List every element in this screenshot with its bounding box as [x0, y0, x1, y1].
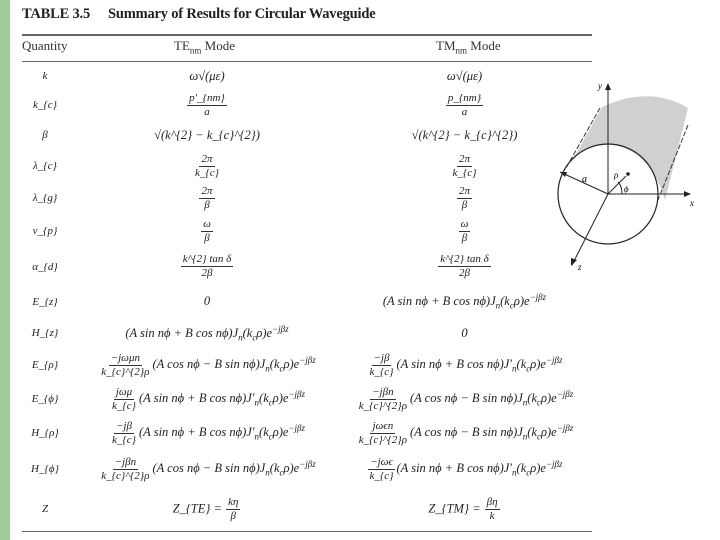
fraction: [459, 218, 471, 245]
numerator: −jωμn: [110, 351, 140, 364]
fraction: [199, 185, 214, 212]
fraction: [99, 456, 151, 483]
numerator: 2π: [458, 152, 470, 165]
table-row: [22, 318, 592, 348]
te-cell: [72, 386, 342, 413]
denominator: k_{c}: [369, 469, 394, 482]
figure-label-y: y: [598, 81, 602, 91]
table-row: [22, 285, 592, 318]
te-cell: [72, 218, 342, 245]
fraction: [187, 92, 227, 119]
denominator: k_{c}: [111, 399, 137, 412]
header-tm-mode: $TM_{nm}$ Mode: [436, 38, 501, 56]
te-expression: [98, 456, 316, 483]
table-row: [22, 90, 592, 120]
cell-expression: (A sin nϕ + B $\cos n\phi)J'_n(k_c\rho)e^{-j\beta z}$: [396, 458, 563, 478]
te-expression: [125, 323, 289, 342]
te-expression: [200, 218, 214, 245]
table-row: [22, 382, 592, 416]
cell-expression: (A cos nϕ − B $\sin n\phi)J_n(k_c\rho)e^{-j\beta z}$: [409, 422, 574, 442]
quantity-cell: H_{ρ}: [31, 427, 59, 439]
te-cell: [72, 185, 342, 212]
quantity-cell: H_{z}: [31, 327, 59, 339]
numerator: −jβ: [116, 419, 132, 432]
fraction: [110, 386, 138, 413]
cell-prefix: Z_{TM} =: [428, 500, 484, 515]
cell-expression: (A sin nϕ + B $\cos n\phi)J_n(k_c\rho)e^{-j\beta z}$: [382, 291, 547, 311]
te-cell: [72, 456, 342, 483]
te-cell: [72, 323, 342, 342]
te-expression: [189, 69, 224, 84]
quantity-cell: λ_{g}: [32, 192, 58, 204]
tm-expression: [366, 456, 562, 483]
denominator: k_{c}^{2}ρ: [101, 469, 150, 482]
table-row: [22, 120, 592, 150]
cell-expression: ω√(με): [189, 68, 225, 83]
te-cell: [72, 128, 342, 143]
figure-label-x: x: [690, 198, 694, 208]
te-cell: [72, 153, 342, 180]
denominator: k_{c}: [194, 166, 220, 179]
tm-expression: [458, 218, 472, 245]
quantity-cell: Z: [41, 503, 49, 515]
tm-expression: [382, 291, 547, 311]
header-te-mode: $TE_{nm}$ Mode: [174, 38, 235, 56]
tm-cell: [332, 420, 597, 447]
te-expression: [98, 352, 316, 379]
table-caption: [22, 6, 375, 23]
cell-expression: (A sin nϕ + B $\cos n\phi)J_n(k_c\rho)e^{-j\beta z}$: [125, 323, 289, 342]
denominator: β: [204, 231, 210, 244]
tm-expression: [461, 326, 467, 341]
table-row: [22, 416, 592, 450]
te-cell: [72, 420, 342, 447]
denominator: β: [461, 198, 468, 211]
te-expression: [109, 420, 305, 447]
te-expression: [109, 386, 305, 413]
numerator: 2π: [458, 184, 470, 197]
denominator: 2β: [201, 267, 213, 279]
cell-prefix: Z_{TE} =: [172, 500, 226, 515]
header-quantity: Quantity: [22, 38, 68, 53]
figure-label-z: z: [578, 262, 582, 272]
figure-label-phi: ϕ: [624, 184, 629, 194]
cell-expression: 0: [203, 294, 211, 308]
fraction: [110, 420, 138, 447]
te-expression: [173, 496, 242, 523]
tm-expression: [356, 386, 574, 413]
table-row: [22, 248, 592, 285]
te-expression: [204, 294, 210, 309]
tm-expression: [437, 253, 492, 280]
fraction: [485, 496, 500, 523]
cell-expression: √(k^{2} − k_{c}^{2}): [154, 127, 260, 142]
numerator: −jβn: [372, 385, 394, 398]
denominator: 2β: [459, 267, 470, 279]
tm-cell: [332, 386, 597, 413]
tm-expression: [366, 352, 562, 379]
quantity-cell: E_{z}: [32, 295, 58, 308]
cell-expression: (A sin nϕ + B $\cos n\phi)J'_n(k_c\rho)e^{-j\beta z}$: [139, 388, 306, 408]
denominator: a: [204, 105, 210, 118]
numerator: jωμ: [115, 385, 133, 398]
denominator: k_{c}^{2}ρ: [358, 433, 407, 446]
te-cell: [72, 496, 342, 523]
numerator: p_{nm}: [447, 91, 482, 104]
denominator: k_{c}: [452, 166, 477, 179]
quantity-cell: E_{ϕ}: [31, 393, 59, 405]
cell-expression: ω√(με): [446, 68, 483, 83]
denominator: k_{c}: [369, 365, 394, 378]
numerator: −jβn: [114, 455, 137, 468]
fraction: [457, 185, 472, 212]
numerator: k^{2} tan δ: [182, 253, 232, 265]
denominator: β: [461, 231, 468, 244]
quantity-cell: λ_{c}: [33, 160, 57, 172]
fraction: [367, 352, 395, 379]
tm-cell: [332, 326, 597, 341]
fraction: [201, 218, 213, 245]
table-row: [22, 488, 592, 530]
table-row: [22, 450, 592, 488]
denominator: β: [204, 198, 210, 211]
tm-cell: [332, 456, 597, 483]
figure-label-a: a: [582, 174, 587, 185]
cell-expression: (A cos nϕ − B $\sin n\phi)J_n(k_c\rho)e^{-j\beta z}$: [152, 458, 316, 478]
tm-expression: [428, 496, 500, 523]
table-row: [22, 348, 592, 382]
fraction: [193, 153, 221, 180]
cell-expression: √(k^{2} − k_{c}^{2}): [411, 127, 518, 142]
denominator: a: [461, 105, 468, 118]
numerator: 2π: [201, 184, 213, 197]
quantity-cell: α_{d}: [32, 260, 58, 273]
fraction: [446, 92, 483, 119]
numerator: −jβ: [373, 351, 390, 364]
denominator: k_{c}: [111, 433, 137, 446]
te-expression: [198, 185, 215, 212]
te-expression: [180, 253, 235, 280]
tm-expression: [449, 153, 479, 180]
fraction: [357, 386, 409, 413]
denominator: k_{c}^{2}ρ: [101, 365, 150, 378]
top-rule: [22, 34, 592, 36]
fraction: [438, 253, 491, 280]
tm-expression: [447, 69, 482, 84]
te-cell: [72, 352, 342, 379]
te-cell: [72, 92, 342, 119]
waveguide-figure: [540, 70, 720, 280]
table-title: Summary of Results for Circular Waveguide: [108, 6, 376, 22]
table-row: [22, 150, 592, 182]
quantity-cell: v_{p}: [32, 225, 58, 237]
cell-expression: (A cos nϕ − B $\sin n\phi)J_n(k_c\rho)e^{-j\beta z}$: [409, 388, 574, 408]
numerator: kη: [228, 495, 239, 508]
fraction: [181, 253, 234, 280]
te-expression: [154, 128, 260, 143]
quantity-cell: E_{ρ}: [31, 359, 59, 371]
denominator: k_{c}^{2}ρ: [358, 399, 407, 412]
bottom-rule: [22, 531, 592, 532]
table-row: [22, 214, 592, 248]
fraction: [357, 420, 409, 447]
cell-expression: (A sin nϕ + B $\cos n\phi)J'_n(k_c\rho)e^{-j\beta z}$: [139, 422, 306, 442]
numerator: k^{2} tan δ: [440, 253, 489, 265]
quantity-cell: β: [42, 129, 48, 141]
fraction: [99, 352, 151, 379]
numerator: p′_{nm}: [189, 91, 225, 104]
quantity-cell: k_{c}: [32, 99, 58, 111]
numerator: βη: [486, 495, 498, 508]
cell-expression: (A cos nϕ − B $\sin n\phi)J_n(k_c\rho)e^{-j\beta z}$: [152, 354, 316, 374]
table-number: TABLE 3.5: [22, 6, 91, 22]
quantity-cell: k: [42, 70, 48, 82]
numerator: ω: [460, 217, 469, 230]
te-expression: [186, 92, 228, 119]
tm-cell: [332, 352, 597, 379]
fraction: [367, 456, 395, 483]
table-row: [22, 182, 592, 214]
te-cell: [72, 253, 342, 280]
tm-expression: [412, 128, 518, 143]
figure-label-rho: ρ: [614, 170, 619, 180]
fraction: [450, 153, 478, 180]
te-cell: [72, 69, 342, 84]
tm-expression: [445, 92, 484, 119]
tm-cell: [332, 291, 597, 311]
te-cell: [72, 294, 342, 309]
cell-expression: (A sin nϕ + B $\cos n\phi)J'_n(k_c\rho)e^{-j\beta z}$: [396, 354, 563, 374]
numerator: ω: [203, 217, 211, 230]
numerator: jωϵn: [372, 419, 394, 432]
left-accent-stripe: [0, 0, 10, 540]
table-row: [22, 62, 592, 90]
denominator: k: [489, 509, 495, 522]
tm-expression: [456, 185, 473, 212]
numerator: −jωϵ: [370, 455, 393, 468]
denominator: β: [230, 509, 236, 522]
cell-expression: 0: [461, 325, 468, 340]
z-axis: [572, 194, 608, 265]
te-expression: [192, 153, 222, 180]
numerator: 2π: [201, 152, 213, 165]
tm-cell: [332, 496, 597, 523]
fraction: [226, 496, 240, 523]
tm-expression: [356, 420, 574, 447]
quantity-cell: H_{ϕ}: [31, 463, 59, 475]
